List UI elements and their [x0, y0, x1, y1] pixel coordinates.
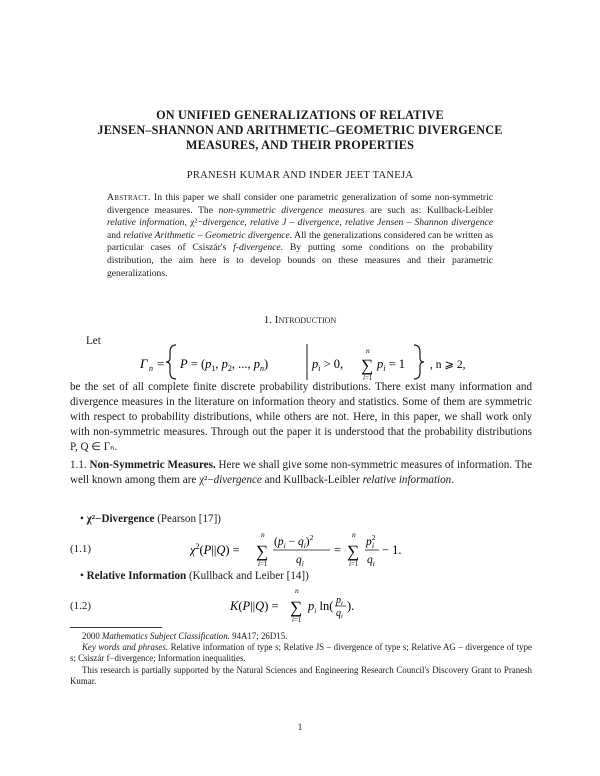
svg-text:pi > 0,: $p_i > 0$, [312, 357, 344, 373]
svg-text:qi: $q_i$ [367, 554, 375, 568]
abstract-text: , [339, 217, 346, 229]
equation-number: (1.1) [70, 543, 92, 555]
bullet-chi-square [80, 513, 221, 525]
abstract-emphasis: relative Jensen – Shannon divergence [345, 217, 494, 229]
authors: PRANESH KUMAR AND INDER JEET TANEJA [186, 170, 414, 181]
svg-text:).: ). [347, 599, 355, 613]
svg-text:n: n [295, 586, 299, 595]
subsection-emphasis: relative information [362, 474, 452, 486]
svg-text:K(P||Q) =: K(P||Q) = [230, 599, 279, 613]
bullet-reference: (Kullback and Leiber [14]) [186, 570, 309, 582]
subsection-text: Here we shall give some non-symmetric measures of information. The well known among them are χ²− [70, 459, 532, 486]
footnote-rule [70, 627, 162, 628]
bullet-label: Relative Information [86, 570, 187, 582]
svg-text:p2: $p^2$ [366, 533, 376, 548]
subsection-number: 1.1. [70, 459, 87, 471]
kullback-leibler-equation [230, 583, 370, 627]
abstract-emphasis: relative Arithmetic – Geometric divergence [123, 229, 290, 241]
svg-text:i=1: i=1 [258, 560, 268, 568]
abstract-text: , [244, 217, 251, 229]
subsection-paragraph [70, 458, 532, 488]
paper-title-line-2: JENSEN–SHANNON AND ARITHMETIC–GEOMETRIC DIVERGENCE [97, 123, 503, 137]
abstract [107, 192, 493, 280]
footnote-funding: This research is partially supported by the Natural Sciences and Engineering Research Council's Discovery Grant to Pranesh Kumar. [70, 664, 532, 686]
svg-text:∑: ∑ [256, 542, 269, 561]
let-text: Let [86, 335, 101, 347]
svg-text:P = (p1, p2, ..., pn): $P = (p_1$, $p_2$, ..., $p_n$) [180, 357, 269, 373]
abstract-text: , χ²− [184, 217, 203, 229]
svg-text:pi = 1: $p_i = 1$ [377, 357, 406, 373]
abstract-emphasis: relative information [107, 217, 185, 229]
section-number: 1. [263, 314, 273, 326]
bullet-label: χ²−Divergence [86, 513, 155, 525]
svg-text:i=1: i=1 [349, 560, 359, 568]
svg-text:pi: $p_i$ [336, 595, 343, 607]
page-number: 1 [297, 723, 303, 733]
subsection-emphasis: divergence [213, 474, 262, 486]
bullet-relative-information [80, 570, 309, 582]
abstract-text: and [107, 229, 124, 241]
equation-number: (1.2) [70, 600, 92, 612]
svg-text:i: i [372, 541, 375, 550]
svg-text:∑: ∑ [347, 542, 360, 561]
svg-text:∑: ∑ [361, 356, 374, 375]
svg-text:=: = [157, 356, 165, 371]
abstract-emphasis: f-divergence [233, 242, 281, 254]
svg-text:n: n [261, 530, 265, 539]
bullet-icon: • [80, 513, 84, 525]
subsection-text: . [451, 474, 454, 486]
footnote-emphasis: Key words and phrases. [82, 642, 169, 653]
svg-text:Γ: Γ [140, 356, 148, 371]
paper-title-line-3: MEASURES, AND THEIR PROPERTIES [185, 138, 415, 152]
bullet-reference: (Pearson [17]) [154, 513, 221, 525]
svg-text:=: = [334, 543, 342, 557]
abstract-emphasis: non-symmetric divergence measures [218, 204, 365, 216]
footnote-text: Relative information of type s; Relative JS – divergence of type s; Relative AG – divergence of type s; Csiszár f−divergence; Information inequalities. [70, 642, 532, 664]
svg-text:n: n [149, 364, 153, 373]
svg-text:n: n [352, 530, 356, 539]
gamma-condition-tail: , n ⩾ 2, [430, 359, 466, 371]
section-heading [60, 314, 540, 326]
abstract-text: are such as: Kullback-Leibler [364, 204, 494, 216]
subsection-text: and Kullback-Leibler [261, 474, 363, 486]
footnotes [70, 631, 532, 687]
paper-title-line-1: ON UNIFIED GENERALIZATIONS OF RELATIVE [156, 108, 444, 122]
svg-text:qi: $q_i$ [296, 554, 304, 568]
gamma-definition-equation [140, 340, 540, 384]
svg-text:qi: $q_i$ [336, 608, 343, 620]
svg-text:i=1: i=1 [292, 616, 302, 624]
svg-text:(pi − qi)2: $(p_i - q_i)^2$ [274, 533, 314, 550]
abstract-text: . All the generalizations considered can be written as particular cases of Csiszár's [107, 229, 493, 254]
abstract-emphasis: divergence [202, 217, 245, 229]
svg-text:− 1.: − 1. [382, 543, 402, 557]
svg-text:n: n [366, 346, 370, 355]
abstract-text: In this paper we shall consider one parametric generalization of some non-symmetric divergence measures. The [107, 192, 493, 216]
svg-text:pi ln(: $p_i$ ln( [308, 599, 334, 615]
subsection-title: Non-Symmetric Measures. [89, 459, 216, 471]
bullet-icon: • [80, 570, 84, 582]
abstract-emphasis: relative J – divergence [250, 217, 340, 229]
footnote-emphasis: Mathematics Subject Classification. [101, 631, 230, 641]
svg-text:χ2(P||Q) =: $\chi^2(P||Q)$ = [190, 542, 240, 557]
intro-paragraph: be the set of all complete finite discrete probability distributions. There exist many information and divergence measures in the literature on information theory and statistics. Some of them are symmetric with respect to probability distributions, while others are not. Here, in this paper, we shall work only with non-symmetric measures. Through out the paper it is understood that the probability distributions P, Q ∈ Γₙ. [70, 381, 532, 453]
section-title: Introduction [274, 314, 337, 326]
abstract-text: . By putting some conditions on the probability distribution, the aim here is to develop bounds on these measures and their parametric generalizations. [107, 242, 493, 279]
chi-square-equation [190, 527, 410, 571]
footnote-classification [70, 631, 532, 642]
abstract-label: Abstract. [107, 192, 151, 203]
svg-text:i=1: i=1 [363, 374, 373, 382]
svg-text:∑: ∑ [290, 598, 303, 617]
footnote-text: 94A17; 26D15. [229, 631, 288, 641]
footnote-text: 2000 [82, 631, 102, 641]
footnote-keywords [70, 642, 532, 664]
